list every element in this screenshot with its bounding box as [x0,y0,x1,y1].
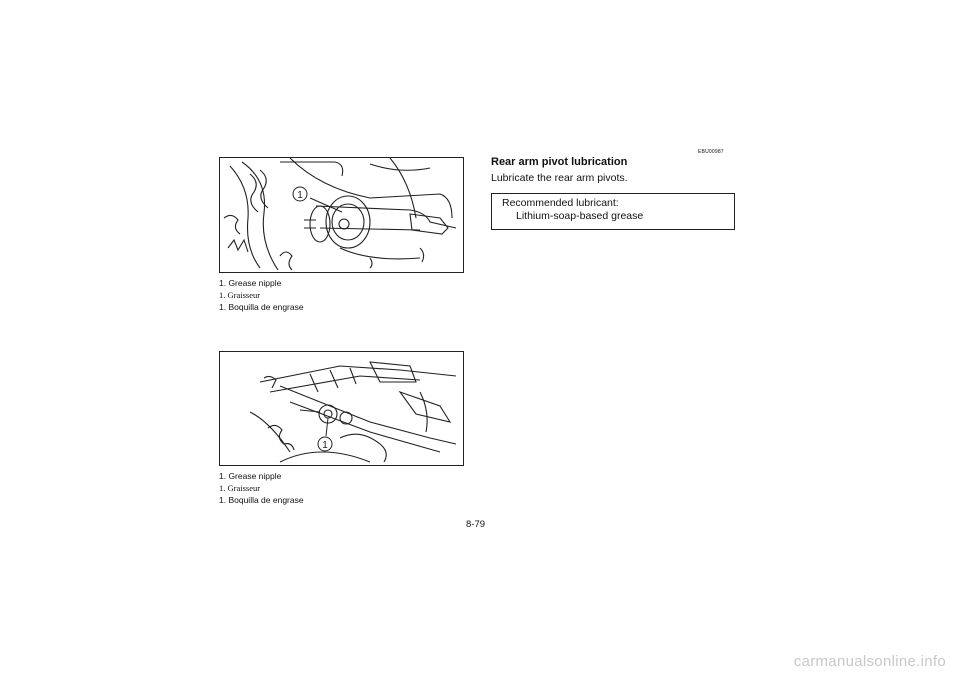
caption-spanish: 1. Boquilla de engrase [219,495,304,505]
figure-grease-nipple-2 [219,351,464,466]
section-code: EBU00987 [698,149,724,155]
line-drawing-rear-arm-1 [220,158,463,272]
figure-caption-2 [219,470,304,506]
caption-spanish: 1. Boquilla de engrase [219,302,304,312]
spec-value: Lithium-soap-based grease [516,210,644,222]
spec-label: Recommended lubricant: [502,197,619,209]
callout-number: 1 [322,440,328,451]
caption-english: 1. Grease nipple [219,278,282,288]
caption-french: 1. Graisseur [219,290,261,300]
section-heading: Rear arm pivot lubrication [491,156,628,168]
page-number: 8-79 [466,519,486,530]
caption-french: 1. Graisseur [219,483,261,493]
section-body: Lubricate the rear arm pivots. [491,172,628,184]
recommended-lubricant-box [491,193,735,230]
line-drawing-rear-arm-2 [220,352,463,465]
watermark-link[interactable]: carmanualsonline.info [793,653,946,670]
callout-number: 1 [297,190,303,201]
figure-caption-1 [219,277,304,313]
figure-grease-nipple-1 [219,157,464,273]
caption-english: 1. Grease nipple [219,471,282,481]
